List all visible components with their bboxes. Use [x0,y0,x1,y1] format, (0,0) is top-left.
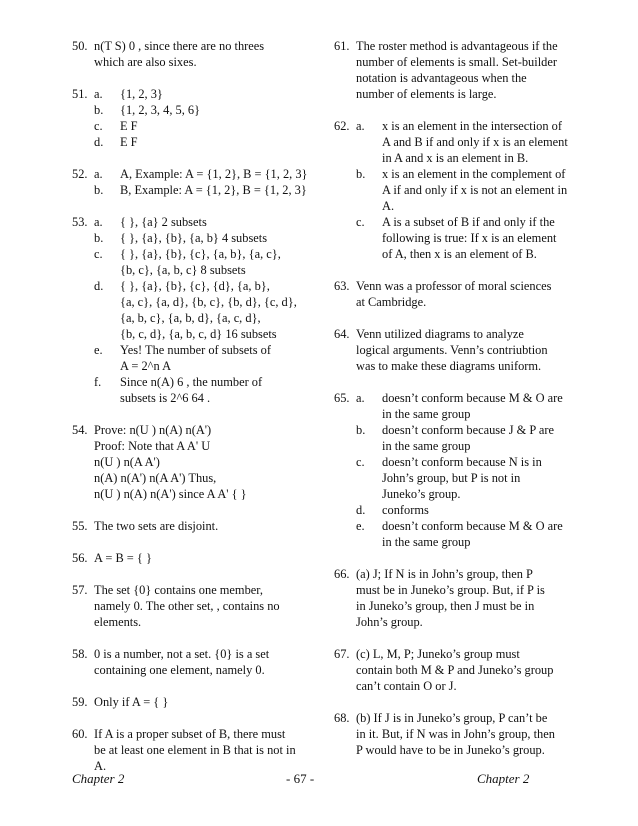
problem-number: 58. [72,647,88,661]
answer-line: in Juneko’s group, then J must be in [356,599,535,613]
answer-line: A = B = { } [94,551,152,565]
answer-line: (c) L, M, P; Juneko’s group must [356,647,520,661]
answer-line: containing one element, namely 0. [94,663,265,677]
answer-line: B, Example: A = {1, 2}, B = {1, 2, 3} [120,183,307,197]
sub-answer [94,230,310,246]
answer-line: E F [120,119,138,133]
answer-line: Venn utilized diagrams to analyze [356,327,524,341]
answer-line: in it. But, if N was in John’s group, then [356,727,555,741]
sub-answer-label: d. [94,135,104,149]
answer-line: { }, {a}, {b}, {c}, {a, b}, {a, c}, [120,247,281,261]
problem-number: 68. [334,711,350,725]
answer-line: which are also sixes. [94,55,197,69]
sub-answer-label: c. [94,119,103,133]
answer-line: E F [120,135,138,149]
answer-line: notation is advantageous when the [356,71,527,85]
sub-answer-label: e. [94,343,103,357]
answer-line: A and B if and only if x is an element [382,135,568,149]
answer-line: n(U ) n(A) n(A') since A A' { } [94,487,247,501]
answer-line: in the same group [382,439,471,453]
problem-65 [334,390,582,550]
problem-66 [334,566,582,630]
sub-answer-label: a. [94,87,103,101]
sub-answer [94,278,310,342]
problem-number: 61. [334,39,350,53]
sub-answer [94,214,310,230]
problem-number: 57. [72,583,88,597]
answer-line: in the same group [382,407,471,421]
problem-57 [72,582,310,630]
right-column [334,38,582,774]
sub-answer-label: a. [94,167,103,181]
answer-line: logical arguments. Venn’s contriubtion [356,343,548,357]
problem-61 [334,38,582,102]
answer-line: doesn’t conform because M & O are [382,391,563,405]
answer-line: The roster method is advantageous if the [356,39,558,53]
footer-chapter-left: Chapter 2 [72,771,125,786]
footer-chapter-right: Chapter 2 [477,771,530,786]
sub-answer-label: d. [356,503,366,517]
problem-number: 65. [334,391,350,405]
problem-60 [72,726,310,774]
sub-answer [356,166,582,214]
problem-53 [72,214,310,406]
answer-line: Since n(A) 6 , the number of [120,375,263,389]
answer-line: Prove: n(U ) n(A) n(A') [94,423,212,437]
answer-line: Only if A = { } [94,695,169,709]
sub-answer [94,246,310,278]
problem-number: 52. [72,167,88,181]
problem-62 [334,118,582,262]
problem-number: 54. [72,423,88,437]
sub-answer [356,390,582,422]
answer-line: be at least one element in B that is not in [94,743,296,757]
answer-line: A, Example: A = {1, 2}, B = {1, 2, 3} [120,167,308,181]
problem-number: 50. [72,39,88,53]
answer-line: A. [382,199,395,213]
problem-number: 51. [72,87,88,101]
answer-line: John’s group, but P is not in [382,471,521,485]
problem-number: 63. [334,279,350,293]
answer-line: x is an element in the complement of [382,167,566,181]
sub-answer [356,518,582,550]
sub-answer [94,86,310,102]
answer-line: {b, c, d}, {a, b, c, d} 16 subsets [120,327,277,341]
sub-answer-label: a. [356,119,365,133]
problem-59 [72,694,310,710]
problem-54 [72,422,310,502]
answer-line: was to make these diagrams uniform. [356,359,542,373]
problem-63 [334,278,582,310]
left-column [72,38,310,790]
sub-answer-label: c. [356,215,365,229]
sub-answer [94,374,310,406]
problem-58 [72,646,310,678]
answer-line: Yes! The number of subsets of [120,343,271,357]
problem-number: 66. [334,567,350,581]
answer-line: elements. [94,615,142,629]
answer-line: Proof: Note that A A' U [94,439,211,453]
problem-number: 59. [72,695,88,709]
answer-line: John’s group. [356,615,423,629]
sub-answer-label: e. [356,519,365,533]
answer-line: can’t contain O or J. [356,679,457,693]
sub-answer [94,182,310,198]
answer-line: subsets is 2^6 64 . [120,391,211,405]
answer-line: 0 is a number, not a set. {0} is a set [94,647,270,661]
problem-50 [72,38,310,70]
answer-line: {1, 2, 3, 4, 5, 6} [120,103,201,117]
sub-answer [356,502,582,518]
sub-answer [94,134,310,150]
answer-line: of A, then x is an element of B. [382,247,537,261]
answer-line: namely 0. The other set, , contains no [94,599,280,613]
problem-64 [334,326,582,374]
answer-line: { }, {a}, {b}, {a, b} 4 subsets [120,231,268,245]
answer-line: { }, {a} 2 subsets [120,215,207,229]
sub-answer-label: a. [356,391,365,405]
answer-line: A. [94,759,107,773]
answer-line: number of elements is large. [356,87,497,101]
answer-line: x is an element in the intersection of [382,119,562,133]
answer-line: n(T S) 0 , since there are no threes [94,39,265,53]
sub-answer-label: f. [94,375,102,389]
problem-number: 64. [334,327,350,341]
answer-line: conforms [382,503,429,517]
answer-line: {a, c}, {a, d}, {b, c}, {b, d}, {c, d}, [120,295,297,309]
sub-answer [356,422,582,454]
answer-line: Venn was a professor of moral sciences [356,279,552,293]
answer-line: doesn’t conform because J & P are [382,423,555,437]
answer-line: following is true: If x is an element [382,231,557,245]
answer-line: {b, c}, {a, b, c} 8 subsets [120,263,246,277]
answer-line: doesn’t conform because N is in [382,455,542,469]
answer-line: n(U ) n(A A') [94,455,160,469]
problem-67 [334,646,582,694]
sub-answer-label: b. [94,231,104,245]
sub-answer [94,342,310,374]
problem-number: 60. [72,727,88,741]
answer-line: n(A) n(A') n(A A') Thus, [94,471,217,485]
sub-answer [356,118,582,166]
sub-answer [356,454,582,502]
answer-line: in the same group [382,535,471,549]
answer-line: {a, b, c}, {a, b, d}, {a, c, d}, [120,311,261,325]
answer-line: A = 2^n A [120,359,172,373]
answer-line: A if and only if x is not an element in [382,183,568,197]
answer-line: doesn’t conform because M & O are [382,519,563,533]
answer-line: The two sets are disjoint. [94,519,219,533]
problem-52 [72,166,310,198]
sub-answer-label: b. [94,103,104,117]
answer-line: P would have to be in Juneko’s group. [356,743,545,757]
problem-55 [72,518,310,534]
answer-line: in A and x is an element in B. [382,151,529,165]
problem-number: 55. [72,519,88,533]
sub-answer-label: b. [94,183,104,197]
sub-answer-label: c. [94,247,103,261]
problem-56 [72,550,310,566]
problem-68 [334,710,582,758]
sub-answer-label: b. [356,167,366,181]
answer-line: at Cambridge. [356,295,427,309]
answer-line: number of elements is small. Set-builder [356,55,557,69]
problem-number: 53. [72,215,88,229]
answer-line: The set {0} contains one member, [94,583,263,597]
problem-51 [72,86,310,150]
problem-number: 56. [72,551,88,565]
answer-line: A is a subset of B if and only if the [382,215,555,229]
answer-line: (b) If J is in Juneko’s group, P can’t be [356,711,548,725]
answer-line: (a) J; If N is in John’s group, then P [356,567,533,581]
sub-answer-label: a. [94,215,103,229]
answer-line: must be in Juneko’s group. But, if P is [356,583,545,597]
sub-answer [94,118,310,134]
answer-line: contain both M & P and Juneko’s group [356,663,554,677]
answer-line: Juneko’s group. [382,487,461,501]
sub-answer-label: b. [356,423,366,437]
answer-line: {1, 2, 3} [120,87,163,101]
sub-answer [94,166,310,182]
answer-line: If A is a proper subset of B, there must [94,727,286,741]
problem-number: 62. [334,119,350,133]
answer-line: { }, {a}, {b}, {c}, {d}, {a, b}, [120,279,270,293]
sub-answer [94,102,310,118]
sub-answer [356,214,582,262]
sub-answer-label: c. [356,455,365,469]
footer-page-number: - 67 - [286,771,315,786]
problem-number: 67. [334,647,350,661]
sub-answer-label: d. [94,279,104,293]
